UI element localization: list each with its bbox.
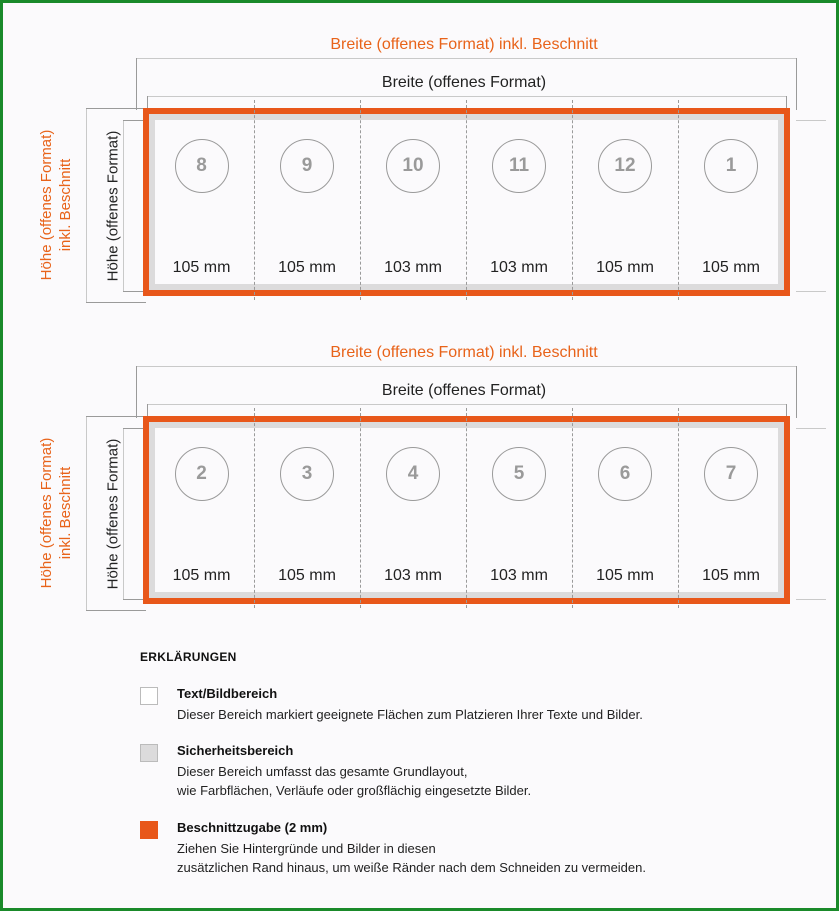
page-number-circle: 10 (386, 139, 440, 193)
dimension-tick (147, 96, 148, 108)
outer-width-dimension-line (136, 58, 796, 59)
inner-width-dimension-line (147, 404, 787, 405)
panel-width-label: 105 mm (172, 259, 231, 276)
panel (572, 428, 678, 592)
legend-heading: Sicherheitsbereich (177, 743, 294, 758)
outer-height-dimension-line (86, 416, 87, 610)
safety-area-swatch (140, 744, 158, 762)
legend-description: Ziehen Sie Hintergründe und Bilder in diesen zusätzlichen Rand hinaus, um weiße Ränder nach dem Schneiden zu vermeiden. (177, 841, 646, 875)
trim-guide-line (796, 291, 826, 292)
panel-width-label: 105 mm (278, 259, 336, 276)
page-number-circle: 8 (175, 139, 229, 193)
outer-width-label: Breite (offenes Format) inkl. Beschnitt (330, 36, 598, 53)
panel (678, 428, 784, 592)
page-number-circle: 6 (598, 447, 652, 501)
legend-heading: Beschnittzugabe (2 mm) (177, 820, 328, 835)
inner-height-label: Höhe (offenes Format) (104, 438, 122, 590)
panel-width-label: 103 mm (490, 259, 548, 276)
page-number-circle: 4 (386, 447, 440, 501)
inner-height-dimension-line (123, 120, 124, 292)
panel (360, 120, 466, 284)
bleed-swatch (140, 821, 158, 839)
panel (466, 120, 572, 284)
panel (360, 428, 466, 592)
legend-description: Dieser Bereich markiert geeignete Flächen zum Platzieren Ihrer Texte und Bilder. (177, 707, 643, 722)
panel-width-label: 105 mm (278, 567, 336, 584)
trim-guide-line (796, 599, 826, 600)
panel-width-label: 105 mm (596, 567, 654, 584)
outer-height-dimension-line (86, 108, 87, 302)
inner-width-dimension-line (147, 96, 787, 97)
outer-height-label: Höhe (offenes Format) inkl. Beschnitt (38, 129, 74, 281)
trim-guide-line (796, 428, 826, 429)
legend-heading: Text/Bildbereich (177, 686, 278, 701)
panel-width-label: 103 mm (490, 567, 548, 584)
dimension-tick (786, 404, 787, 416)
panel (149, 428, 254, 592)
inner-height-dimension-line (123, 428, 124, 600)
outer-height-label: Höhe (offenes Format) inkl. Beschnitt (38, 437, 74, 589)
page-number-circle: 2 (175, 447, 229, 501)
legend-description: Dieser Bereich umfasst das gesamte Grundlayout, wie Farbflächen, Verläufe oder großflächig eingesetzte Bilder. (177, 764, 532, 798)
panel (678, 120, 784, 284)
panel (572, 120, 678, 284)
panel-width-label: 105 mm (702, 259, 760, 276)
dimension-tick (786, 96, 787, 108)
panel (254, 120, 360, 284)
inner-width-label: Breite (offenes Format) (381, 382, 547, 399)
panel (149, 120, 254, 284)
page-number-circle: 12 (598, 139, 652, 193)
outer-width-label: Breite (offenes Format) inkl. Beschnitt (330, 344, 598, 361)
dimension-tick (147, 404, 148, 416)
panel-width-label: 103 mm (384, 259, 442, 276)
panel-width-label: 105 mm (172, 567, 231, 584)
page-number-circle: 7 (704, 447, 758, 501)
page-number-circle: 1 (704, 139, 758, 193)
legend-title: ERKLÄRUNGEN (140, 650, 237, 664)
panel-width-label: 105 mm (596, 259, 654, 276)
page-number-circle: 9 (280, 139, 334, 193)
page-number-circle: 11 (492, 139, 546, 193)
panel-width-label: 105 mm (702, 567, 760, 584)
text-area-swatch (140, 687, 158, 705)
inner-height-label: Höhe (offenes Format) (104, 130, 122, 282)
trim-guide-line (796, 120, 826, 121)
page-number-circle: 5 (492, 447, 546, 501)
outer-width-dimension-line (136, 366, 796, 367)
panel (254, 428, 360, 592)
page-number-circle: 3 (280, 447, 334, 501)
inner-width-label: Breite (offenes Format) (381, 74, 547, 91)
panel-width-label: 103 mm (384, 567, 442, 584)
fold-diagram-bottom (0, 308, 839, 608)
panel (466, 428, 572, 592)
fold-diagram-top (0, 0, 839, 300)
